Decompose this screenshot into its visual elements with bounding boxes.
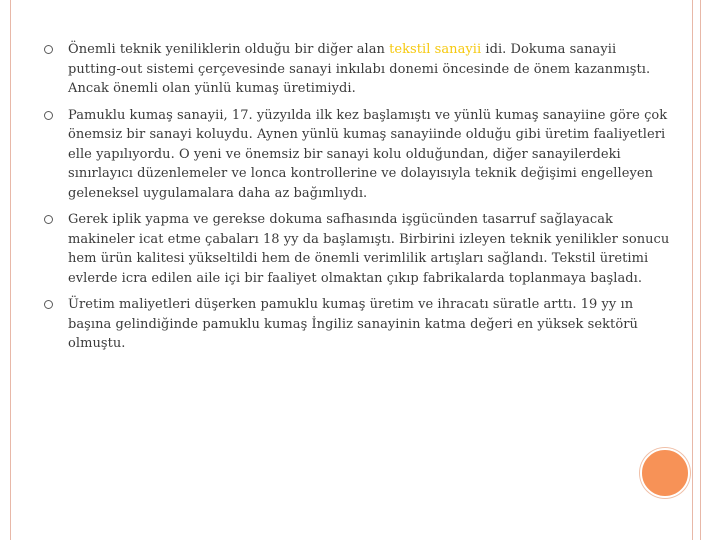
highlighted-term: tekstil sanayii bbox=[389, 42, 482, 57]
list-item bbox=[44, 40, 672, 99]
bullet-list bbox=[44, 40, 672, 361]
orange-circle-decoration bbox=[640, 448, 690, 498]
bullet-text bbox=[68, 40, 672, 99]
bullet-circle-icon bbox=[44, 215, 53, 224]
list-item bbox=[44, 210, 672, 288]
bullet-circle-icon bbox=[44, 111, 53, 120]
list-item bbox=[44, 106, 672, 204]
right-frame-line-outer bbox=[692, 0, 693, 540]
list-item bbox=[44, 295, 672, 354]
bullet-circle-icon bbox=[44, 300, 53, 309]
right-frame-line-inner bbox=[700, 0, 701, 540]
left-frame-line bbox=[10, 0, 11, 540]
bullet-text-before: Önemli teknik yeniliklerin olduğu bir diğer alan bbox=[68, 42, 390, 57]
bullet-text: Pamuklu kumaş sanayii, 17. yüzyılda ilk kez başlamıştı ve yünlü kumaş sanayiine göre çok önemsiz bir sanayi koluydu. Aynen yünlü kumaş sanayiinde olduğu gibi üretim faaliyetleri elle yapılıyordu. O yeni ve önemsiz bir sanayi kolu olduğundan, diğer sanayilerdeki sınırlayıcı düzenlemeler ve lonca kontrollerine ve dolayısıyla teknik değişimi engelleyen geleneksel uygulamalara daha az bağımlıydı. bbox=[68, 107, 668, 201]
bullet-text-after: idi. Dokuma sanayii putting-out sistemi çerçevesinde sanayi inkılabı donemi öncesinde de önem kazanmıştı. Ancak önemli olan yünlü kumaş üretimiydi. bbox=[68, 42, 651, 96]
bullet-text: Gerek iplik yapma ve gerekse dokuma safhasında işgücünden tasarruf sağlayacak makineler icat etme çabaları 18 yy da başlamıştı. Birbirini izleyen teknik yenilikler sonucu hem ürün kalitesi yükseltildi hem de önemli verimlilik artışları sağlandı. Tekstil üretimi evlerde icra edilen aile içi bir faaliyet olmaktan çıkıp fabrikalarda toplanmaya başladı. bbox=[68, 212, 670, 286]
bullet-circle-icon bbox=[44, 45, 53, 54]
bullet-text: Üretim maliyetleri düşerken pamuklu kumaş üretim ve ihracatı süratle arttı. 19 yy ın başına gelindiğinde pamuklu kumaş İngiliz sanayinin katma değeri en yüksek sektörü olmuştu. bbox=[68, 297, 638, 351]
